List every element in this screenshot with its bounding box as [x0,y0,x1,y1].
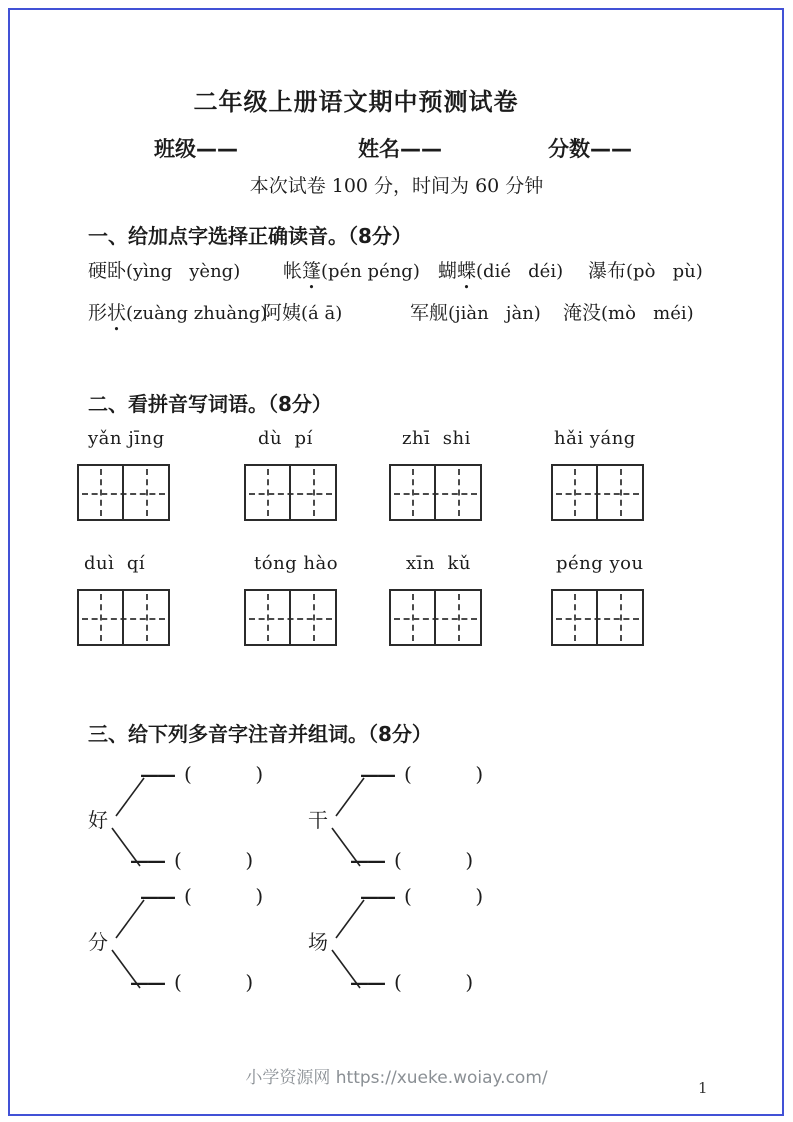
reading-item [263,298,342,325]
answer-blank-top: —— ( ) [140,884,264,908]
grid-cell [436,466,481,519]
field-score: 分数—— [548,137,632,161]
polyphone-item [86,882,326,1000]
grid-cell [553,591,598,644]
grid-cell [124,591,169,644]
field-class: 班级—— [154,137,238,161]
writing-grid [551,464,644,521]
writing-grid [389,464,482,521]
reading-item [410,298,541,325]
reading-word: 帐篷 [283,260,322,282]
reading-options: (yìng yèng) [126,261,241,282]
polyphone-char: 好 [88,808,108,832]
reading-options: (mò méi) [601,303,694,324]
grid-cell [598,591,643,644]
pinyin-label: xīn kǔ [406,553,471,574]
pinyin-label: péng you [556,553,644,574]
grid-cell [246,466,291,519]
polyphone-char: 分 [88,930,108,954]
grid-cell [436,591,481,644]
section1-heading: 一、给加点字选择正确读音。（8分） [88,224,412,248]
answer-blank-top: —— ( ) [360,884,484,908]
grid-cell [391,591,436,644]
pinyin-label: zhī shi [402,428,471,449]
reading-word: 阿姨 [263,302,302,324]
grid-cell [291,591,336,644]
footer-site-text: 小学资源网 https://xueke.woiay.com/ [245,1068,548,1088]
polyphone-item [306,882,546,1000]
grid-cell [553,466,598,519]
polyphone-char: 干 [308,808,328,832]
writing-grid [77,589,170,646]
writing-grid [551,589,644,646]
grid-cell [79,591,124,644]
reading-item [88,256,240,283]
reading-word: 瀑布 [588,260,627,282]
reading-word: 形状 [88,302,127,324]
answer-blank-bottom: —— ( ) [130,970,254,994]
writing-grid [389,589,482,646]
grid-cell [246,591,291,644]
writing-grid [77,464,170,521]
answer-blank-top: —— ( ) [140,762,264,786]
reading-word: 硬卧 [88,260,127,282]
reading-options: (pén péng) [321,261,420,282]
reading-item [283,256,420,283]
pinyin-label: dù pí [258,428,313,449]
pinyin-label: duì qí [84,553,146,574]
reading-item [438,256,563,283]
reading-options: (zuàng zhuàng) [126,303,268,324]
pinyin-label: hǎi yáng [554,428,636,449]
reading-word: 军舰 [410,302,449,324]
reading-options: (dié déi) [476,261,564,282]
reading-item [563,298,694,325]
reading-options: (pò pù) [626,261,703,282]
answer-blank-top: —— ( ) [360,762,484,786]
exam-title: 二年级上册语文期中预测试卷 [193,88,519,116]
exam-note: 本次试卷 100 分，时间为 60 分钟 [249,175,544,197]
grid-cell [124,466,169,519]
grid-cell [291,466,336,519]
answer-blank-bottom: —— ( ) [350,848,474,872]
writing-grid [244,464,337,521]
answer-blank-bottom: —— ( ) [350,970,474,994]
reading-row-2 [0,298,793,338]
reading-word: 蝴蝶 [438,260,477,282]
reading-item [588,256,703,283]
reading-row-1 [0,256,793,296]
polyphone-item [86,760,326,878]
pinyin-label: tóng hào [254,553,339,574]
answer-blank-bottom: —— ( ) [130,848,254,872]
polyphone-char: 场 [308,930,328,954]
reading-item [88,298,267,325]
section3-heading: 三、给下列多音字注音并组词。（8分） [88,722,432,746]
polyphone-item [306,760,546,878]
page-number: 1 [698,1079,708,1097]
pinyin-label: yǎn jīng [88,428,165,449]
reading-options: (jiàn jàn) [448,303,541,324]
reading-options: (á ā) [301,303,343,324]
writing-grid [244,589,337,646]
section2-heading: 二、看拼音写词语。（8分） [88,392,332,416]
grid-cell [598,466,643,519]
grid-cell [391,466,436,519]
reading-word: 淹没 [563,302,602,324]
field-name: 姓名—— [358,137,442,161]
grid-cell [79,466,124,519]
